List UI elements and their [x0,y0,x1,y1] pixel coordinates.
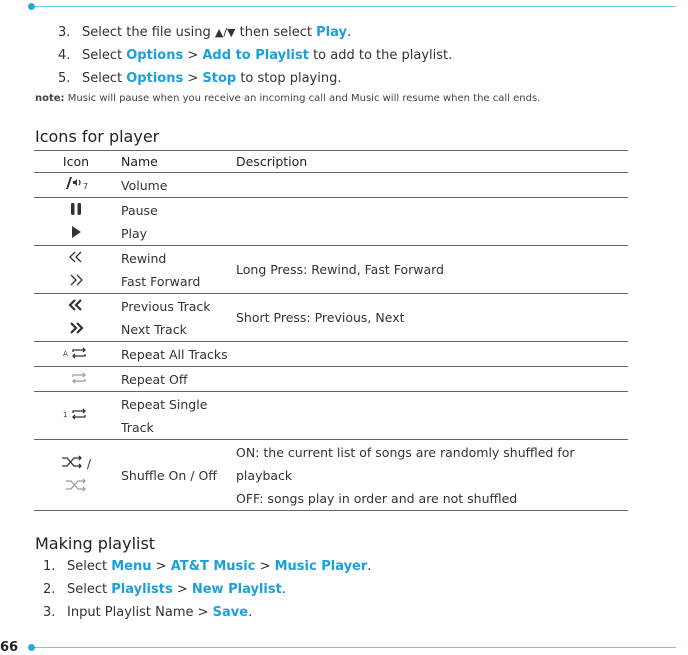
description-cell [233,294,628,342]
name-cell [118,342,233,367]
step-number: 4. [58,48,71,63]
step-text: > [183,71,203,86]
icon-name: Repeat Single [121,396,208,412]
icon-cell [34,440,118,511]
menu-keyword: Options [126,71,184,86]
volume-icon [63,175,89,198]
icon-name: Previous Track [121,298,211,314]
note [35,93,540,104]
step-number: 1. [43,559,56,574]
icon-name: Repeat Off [121,371,188,387]
menu-keyword: Save [212,605,249,620]
step-number: 2. [43,582,56,597]
description-cell [233,246,628,294]
icon-cell [34,367,118,392]
shuffle-on-icon [61,453,83,476]
bottom-rule-dot [28,644,35,651]
step-text: to add to the playlist. [308,48,453,63]
pause-icon [69,200,83,223]
step-text: then select [235,25,317,40]
step-text: > [183,48,203,63]
menu-keyword: Play [316,25,347,40]
step-item [43,559,371,575]
icon-name: Rewind [121,250,167,266]
name-cell [118,246,233,294]
repeat-all-icon [63,344,89,367]
step-item [58,48,452,64]
fast-forward-icon [68,271,84,294]
shuffle-off-icon [65,476,87,499]
step-number: 3. [43,605,56,620]
step-text: Select [82,71,127,86]
step-number: 5. [58,71,71,86]
table-header-row [34,151,628,173]
note-text: Music will pause when you receive an incoming call and Music will resume when the call ends. [64,93,541,104]
previous-track-icon [68,296,84,319]
icon-cell [34,392,118,440]
svg-text:A: A [63,349,68,358]
name-cell [118,294,233,342]
icon-name: Repeat All Tracks [121,346,228,362]
menu-keyword: Stop [202,71,237,86]
description-cell [233,367,628,392]
icon-description: playback [236,467,293,483]
icon-name: Shuffle On / Off [121,467,217,483]
step-item [43,582,286,598]
header-name: Name [118,151,233,173]
description-cell [233,440,628,511]
playlist-section-title: Making playlist [35,534,156,553]
step-text: to stop playing. [236,71,342,86]
name-cell [118,392,233,440]
icon-description: OFF: songs play in order and are not shuffled [236,490,518,506]
table-row [34,440,628,511]
repeat-off-icon [63,369,89,392]
menu-keyword: New Playlist [191,582,282,597]
menu-keyword: Options [126,48,184,63]
table-row [34,198,628,246]
name-cell [118,367,233,392]
icon-cell [34,294,118,342]
table-row [34,173,628,198]
svg-text:7: 7 [83,181,89,191]
icons-section-title: Icons for player [35,127,160,146]
step-text: . [281,582,286,597]
page-number: 66 [0,640,19,655]
step-text: > [255,559,275,574]
menu-keyword: Music Player [274,559,368,574]
top-rule [34,6,676,7]
icon-name: Volume [121,177,168,193]
table-row [34,367,628,392]
icon-cell [34,198,118,246]
step-number: 3. [58,25,71,40]
step-text: Select [67,582,112,597]
step-item [43,605,252,621]
header-icon: Icon [34,151,118,173]
icon-name: Next Track [121,321,187,337]
rewind-icon [68,248,84,271]
step-text: . [248,605,253,620]
bottom-rule [34,647,676,648]
table-row [34,342,628,367]
header-description: Description [233,151,628,173]
icon-description: ON: the current list of songs are randomly shuffled for [236,444,575,460]
icon-cell [34,173,118,198]
description-cell [233,392,628,440]
step-text: . [346,25,352,40]
note-label: note: [35,93,65,104]
name-cell [118,173,233,198]
repeat-single-icon [63,405,89,428]
menu-keyword: Menu [111,559,152,574]
step-item [58,25,351,41]
top-rule-dot [28,3,35,10]
step-text: Input Playlist Name > [67,605,213,620]
icon-description: Short Press: Previous, Next [236,310,405,325]
menu-keyword: Playlists [111,582,173,597]
next-track-icon [68,319,84,342]
icon-name: Fast Forward [121,273,201,289]
icon-name: Track [121,419,154,435]
description-cell [233,173,628,198]
name-cell [118,440,233,511]
step-text: > [172,582,192,597]
step-text: . [367,559,372,574]
menu-keyword: AT&T Music [170,559,256,574]
icon-cell [34,342,118,367]
step-text: > [151,559,171,574]
table-row [34,294,628,342]
player-icons-table [34,150,628,511]
name-cell [118,198,233,246]
step-item [58,71,342,87]
slash-separator: / [82,456,92,471]
svg-text:1: 1 [63,411,68,419]
icon-cell [34,246,118,294]
icon-description: Long Press: Rewind, Fast Forward [236,262,444,277]
description-cell [233,198,628,246]
up-down-arrow-icon: ▲/▼ [214,26,236,39]
table-row [34,246,628,294]
step-text: Select [82,48,127,63]
menu-keyword: Add to Playlist [202,48,309,63]
step-text: Select [67,559,112,574]
table-row [34,392,628,440]
description-cell [233,342,628,367]
icon-name: Play [121,225,148,241]
icon-name: Pause [121,202,158,218]
step-text: Select the file using [82,25,215,40]
play-icon [69,223,83,246]
